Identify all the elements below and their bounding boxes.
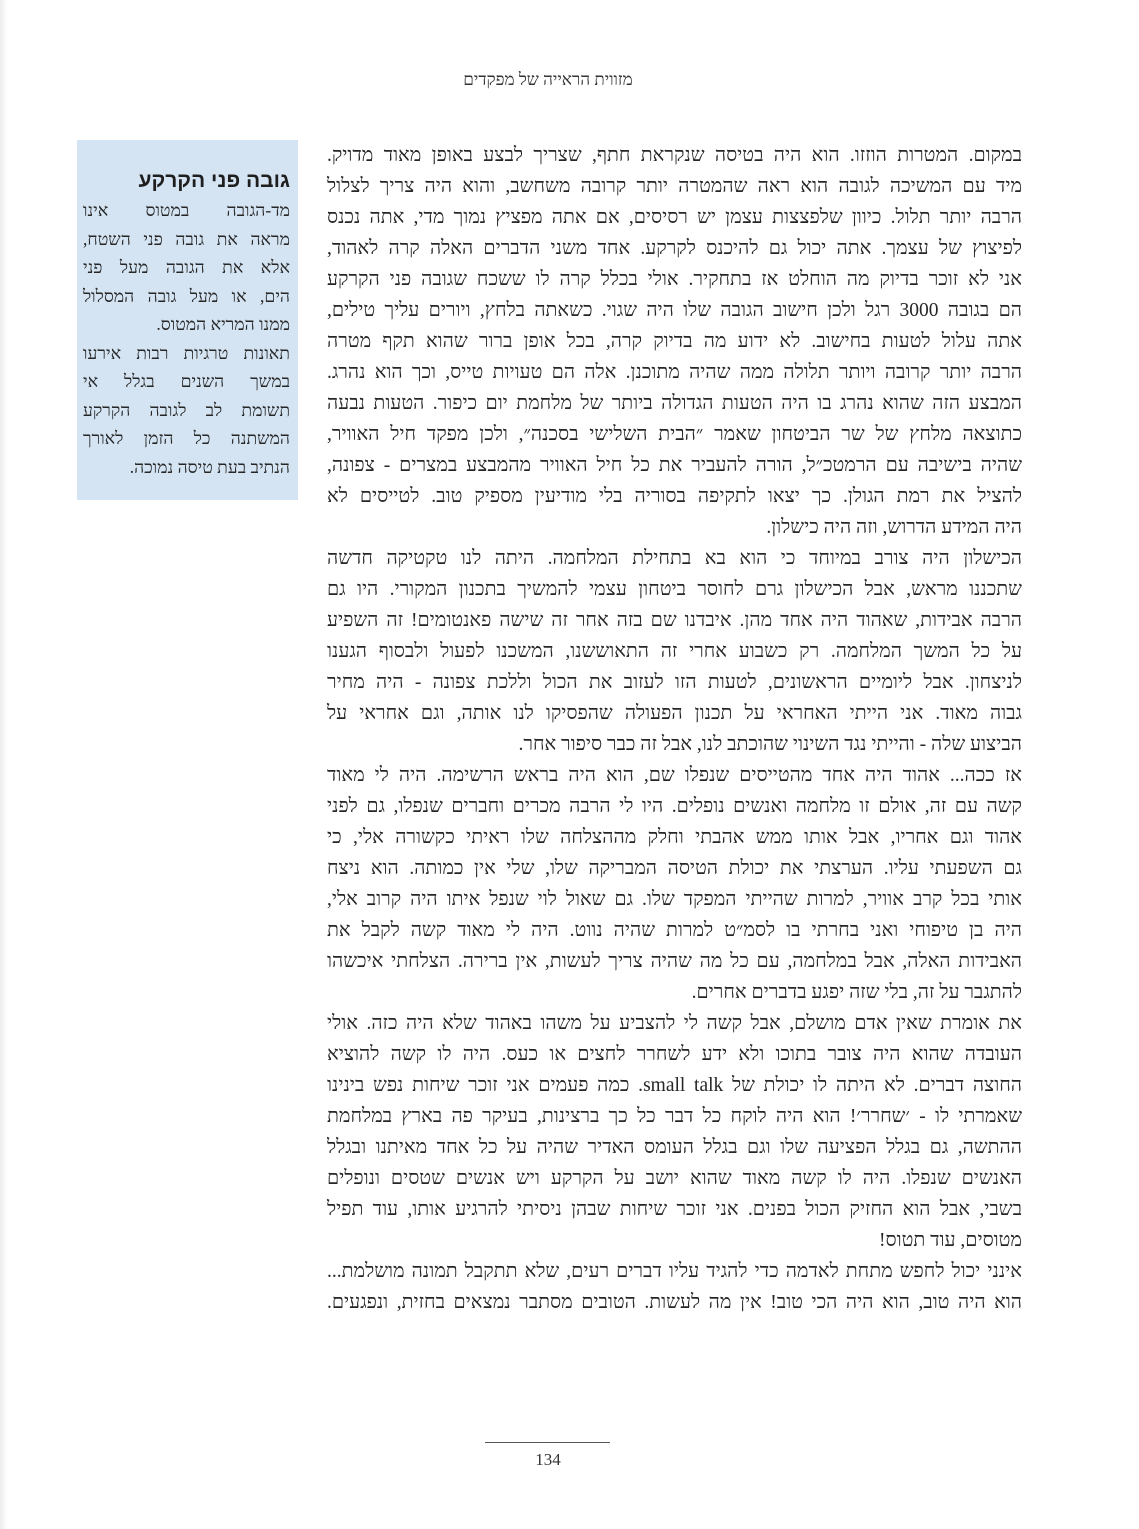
text-line: אינני יכול לחפש מתחת לאדמה כדי להגיד עליו דברים רעים, שלא תתקבל תמונה מושלמת... [327, 1261, 1022, 1282]
text-line: כתוצאה מלחץ של שר הביטחון שאמר ״הבית השלישי בסכנה״, ולכן מפקד חיל האוויר, [327, 424, 1022, 445]
sidebar-line: המשתנה כל הזמן לאורך [83, 428, 290, 448]
text-line: אתה עלול לטעות בחישוב. לא ידוע מה בדיוק קרה, בכל אופן ברור שהוא תקף מטרה [327, 331, 1022, 352]
paragraph [327, 760, 1022, 1008]
sidebar-line: תשומת לב לגובה הקרקע [83, 399, 290, 420]
text-line: שאמרתי לו - ׳שחרר׳! הוא היה לוקח כל דבר כל כך ברצינות, בעיקר פה בארץ במלחמת [327, 1106, 1022, 1127]
text-line: העובדה שהוא היה צובר בתוכו ולא ידע לשחרר לחצים או כעס. היה לו קשה להוציא [327, 1044, 1022, 1065]
text-line: גם השפעתי עליו. הערצתי את יכולת הטיסה המבריקה שלו, שלי אין כמותה. הוא ניצח [327, 858, 1022, 879]
text-line: היה בן טיפוחי ואני בחרתי בו לסמ״ט למרות שהיה נווט. היה לי מאוד קשה לקבל את [327, 920, 1022, 941]
sidebar-line: תאונות טרגיות רבות אירעו [83, 342, 290, 363]
text-line: היה המידע הדרוש, וזה היה כישלון. [766, 517, 1022, 538]
text-line: המבצע הזה שהוא נהרג בו היה הטעות הגדולה ביותר של מלחמת יום כיפור. הטעות נבעה [327, 393, 1022, 414]
sidebar-line: אלא את הגובה מעל פני [83, 257, 290, 277]
paragraph [327, 1256, 1022, 1318]
sidebar-line: מד-הגובה במטוס אינו [83, 200, 290, 220]
text-line: החוצה דברים. לא היתה לו יכולת של small talk. כמה פעמים אני זוכר שיחות נפש בינינו [327, 1075, 1023, 1096]
text-line: ההתשה, גם בגלל הפציעה שלו וגם בגלל העומס האדיר שהיה על כל אחד מאיתנו ובגלל [327, 1137, 1022, 1158]
text-line: הכישלון היה צורב במיוחד כי הוא בא בתחילת המלחמה. היתה לנו טקטיקה חדשה [327, 548, 1022, 569]
text-line: שתכננו מראש, אבל הכישלון גרם לחוסר ביטחון עצמי להמשיך בתכנון המקורי. היו גם [327, 579, 1022, 600]
sidebar-paragraph [83, 196, 290, 339]
text-line: מטוסים, עוד תטוס! [879, 1230, 1022, 1251]
paragraph [327, 1008, 1022, 1256]
text-line: בשבי, אבל הוא החזיק הכול בפנים. אני זוכר שיחות שבהן ניסיתי להרגיע אותו, עוד תפיל [327, 1199, 1022, 1220]
running-head: מזווית הראייה של מפקדים [463, 70, 633, 89]
text-line: הרבה יותר תלול. כיוון שלפצצות עצמן יש רסיסים, אם אתה מפציץ נמוך מדי, אתה נכנס [327, 207, 1022, 228]
sidebar-line: הנתיב בעת טיסה נמוכה. [129, 456, 290, 477]
text-line: האנשים שנפלו. היה לו קשה מאוד שהוא יושב על הקרקע ויש אנשים שטסים ונופלים [327, 1168, 1022, 1189]
paragraph [327, 543, 1022, 760]
main-text-column [327, 140, 1022, 1318]
text-line: את אומרת שאין אדם מושלם, אבל קשה לי להצביע על משהו באהוד שלא היה כזה. אולי [327, 1013, 1022, 1034]
text-line: האבידות האלה, אבל במלחמה, עם כל מה שהיה צריך לעשות, אין ברירה. הצלחתי איכשהו [327, 951, 1022, 972]
text-line: הרבה יותר קרובה ויותר תלולה ממה שהיה מתוכנן. אלה הם טעויות טייס, וכך הוא נהרג. [327, 362, 1022, 383]
text-line: במקום. המטרות הוזזו. הוא היה בטיסה שנקראת חתף, שצריך לבצע באופן מאוד מדויק. [327, 145, 1022, 166]
paragraph [327, 140, 1022, 543]
footer-rule [485, 1442, 610, 1443]
text-line: להתגבר על זה, בלי שזה יפגע בדברים אחרים. [691, 982, 1022, 1003]
text-line: שהיה בישיבה עם הרמטכ״ל, הורה להעביר את כל חיל האוויר מהמבצע במצרים - צפונה, [327, 455, 1022, 476]
text-line: גבוה מאוד. אני הייתי האחראי על תכנון הפעולה שהפסיקו לנו אותה, וגם אחראי על [327, 703, 1022, 724]
sidebar-line: הים, או מעל גובה המסלול [83, 285, 290, 306]
text-line: לניצחון. אבל ליומיים הראשונים, לטעות הזו לעזוב את הכול וללכת צפונה - היה מחיר [327, 672, 1022, 693]
text-line: הם בגובה 3000 רגל ולכן חישוב הגובה שלו היה שגוי. כשאתה בלחץ, ויורים עליך טילים, [327, 300, 1023, 321]
text-line: אותי בכל קרב אוויר, למרות שהייתי המפקד שלו. גם שאול לוי שנפל איתו היה קרוב אלי, [327, 889, 1022, 910]
sidebar-line: ממנו המריא המטוס. [156, 314, 290, 334]
text-line: הוא היה טוב, הוא היה הכי טוב! אין מה לעשות. הטובים מסתבר נמצאים בחזית, ונפגעים. [327, 1292, 1022, 1313]
page-number: 134 [535, 1450, 561, 1469]
text-line: להציל את רמת הגולן. כך יצאו לתקיפה בסוריה בלי מודיעין מספיק טוב. לטייסים לא [327, 486, 1022, 507]
text-line: אז ככה... אהוד היה אחד מהטייסים שנפלו שם, הוא היה בראש הרשימה. היה לי מאוד [327, 765, 1022, 786]
text-line: אהוד וגם אחריו, אבל אותו ממש אהבתי וחלק מההצלחה שלו ראיתי כקשורה אלי, כי [327, 827, 1022, 848]
text-line: מיד עם המשיכה לגובה הוא ראה שהמטרה יותר קרובה משחשב, והוא היה צריך לצלול [327, 176, 1022, 197]
sidebar-line: מראה את גובה פני השטח, [83, 228, 290, 249]
sidebar-box [77, 140, 298, 500]
text-line: אני לא זוכר בדיוק מה הוחלט אז בתחקיר. אולי בכלל קרה לו ששכח שגובה פני הקרקע [327, 269, 1022, 290]
text-line: הביצוע שלה - והייתי נגד השינוי שהוכתב לנו, אבל זה כבר סיפור אחר. [518, 734, 1022, 755]
sidebar-line: במשך השנים בגלל אי [83, 371, 290, 391]
text-line: על כל המשך המלחמה. רק כשבוע אחרי זה התאוששנו, המשכנו לפעול ולבסוף הגענו [327, 641, 1022, 662]
sidebar-title: גובה פני הקרקע [138, 169, 290, 192]
text-line: קשה עם זה, אולם זו מלחמה ואנשים נופלים. היו לי הרבה מכרים וחברים שנפלו, גם לפני [327, 796, 1022, 817]
text-line: הרבה אבידות, שאהוד היה אחד מהן. איבדנו שם בזה אחר זה שישה פאנטומים! זה השפיע [327, 610, 1022, 631]
text-line: לפיצוץ של עצמך. אתה יכול גם להיכנס לקרקע. אחד משני הדברים האלה קרה לאהוד, [327, 238, 1022, 259]
sidebar-paragraph [83, 339, 290, 482]
